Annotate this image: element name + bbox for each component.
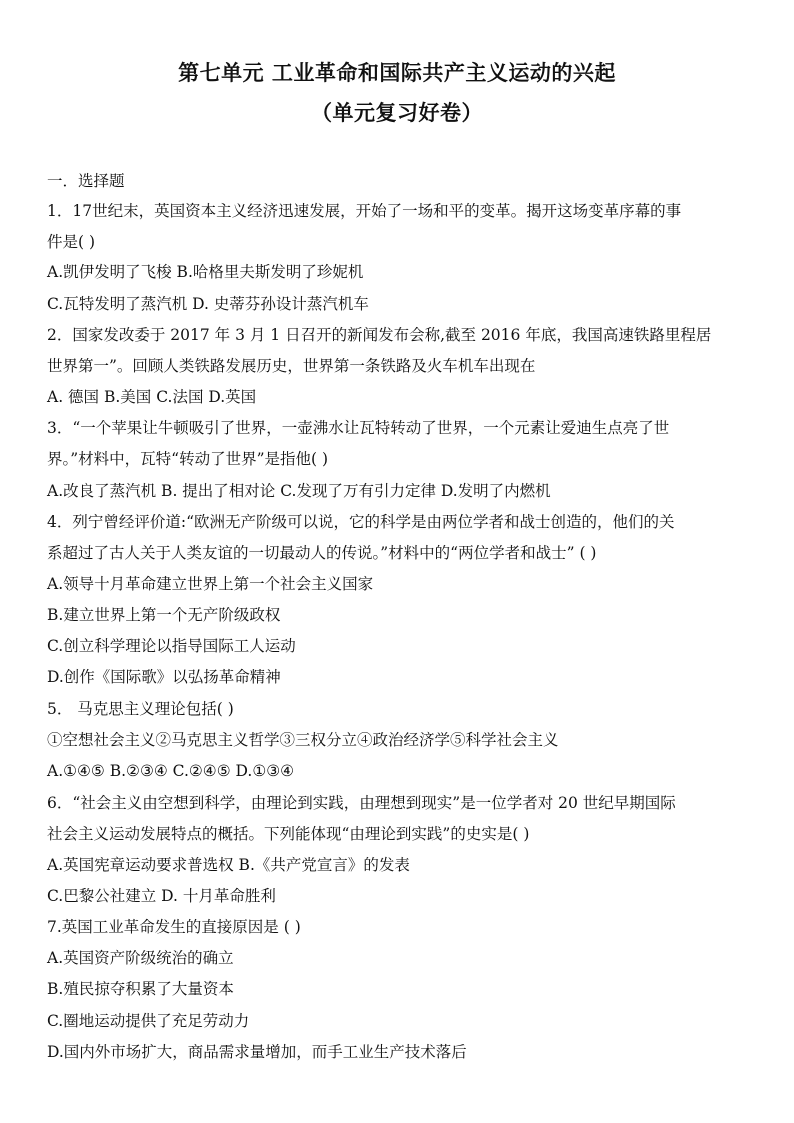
text-line: 界。”材料中，瓦特“转动了世界”是指他( )	[47, 450, 329, 468]
text-line: 4．列宁曾经评价道:“欧洲无产阶级可以说，它的科学是由两位学者和战士创造的，他们的关	[47, 513, 675, 531]
text-line: 7.英国工业革命发生的直接原因是 ( )	[47, 918, 301, 936]
text-line: A.改良了蒸汽机 B. 提出了相对论 C.发现了万有引力定律 D.发明了内燃机	[47, 482, 551, 500]
text-line: 5． 马克思主义理论包括( )	[47, 700, 234, 718]
text-line: A.领导十月革命建立世界上第一个社会主义国家	[47, 575, 374, 593]
text-line: 世界第一”。回顾人类铁路发展历史，世界第一条铁路及火车机车出现在	[47, 357, 536, 375]
text-line: C.巴黎公社建立 D. 十月革命胜利	[47, 887, 276, 905]
text-line: 社会主义运动发展特点的概括。下列能体现“由理论到实践”的史实是( )	[47, 825, 530, 843]
text-line: C.瓦特发明了蒸汽机 D. 史蒂芬孙设计蒸汽机车	[47, 295, 369, 313]
text-line: A.凯伊发明了飞梭 B.哈格里夫斯发明了珍妮机	[47, 263, 364, 281]
text-line: 2．国家发改委于 2017 年 3 月 1 日召开的新闻发布会称,截至 2016 年底，我国高速铁路里程居	[47, 326, 712, 344]
text-line: 1．17世纪末，英国资本主义经济迅速发展，开始了一场和平的变革。揭开这场变革序幕的事	[47, 202, 682, 220]
text-line: B.殖民掠夺积累了大量资本	[47, 980, 234, 998]
text-line: A. 德国 B.美国 C.法国 D.英国	[47, 388, 257, 406]
text-line: A.英国宪章运动要求普选权 B.《共产党宣言》的发表	[47, 856, 410, 874]
section-heading: 一．选择题	[47, 172, 125, 190]
text-line: 3．“一个苹果让牛顿吸引了世界，一壶沸水让瓦特转动了世界，一个元素让爱迪生点亮了世	[47, 419, 670, 437]
page-title: 第七单元 工业革命和国际共产主义运动的兴起	[178, 61, 616, 85]
text-line: C.创立科学理论以指导国际工人运动	[47, 637, 296, 655]
text-line: A.英国资产阶级统治的确立	[47, 949, 234, 967]
text-line: 6．“社会主义由空想到科学，由理论到实践，由理想到现实”是一位学者对 20 世纪早期国际	[47, 794, 676, 812]
page-subtitle: （单元复习好卷）	[311, 101, 483, 125]
text-line: 件是( )	[47, 233, 96, 251]
text-line: C.圈地运动提供了充足劳动力	[47, 1012, 250, 1030]
text-line: A.①④⑤ B.②③④ C.②④⑤ D.①③④	[47, 762, 295, 780]
text-line: ①空想社会主义②马克思主义哲学③三权分立④政治经济学⑤科学社会主义	[47, 731, 559, 749]
text-line: D.创作《国际歌》以弘扬革命精神	[47, 668, 281, 686]
text-line: B.建立世界上第一个无产阶级政权	[47, 606, 281, 624]
text-line: 系超过了古人关于人类友谊的一切最动人的传说。”材料中的“两位学者和战士” ( )	[47, 544, 597, 562]
text-line: D.国内外市场扩大，商品需求量增加，而手工业生产技术落后	[47, 1043, 467, 1061]
